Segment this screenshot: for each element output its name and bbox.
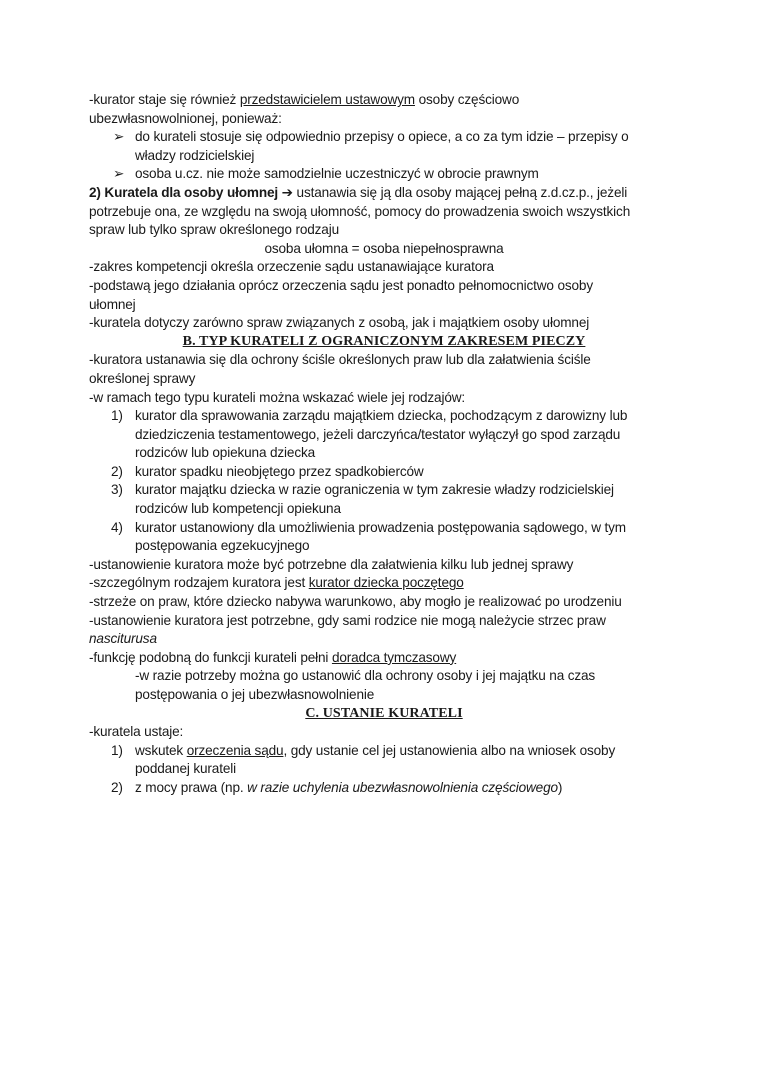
arrow-bullet-icon: ➢	[113, 166, 125, 182]
italic-term: w razie uchylenia ubezwłasnowolnienia częściowego	[247, 779, 558, 795]
numbered-item: 2) z mocy prawa (np. w razie uchylenia ubezwłasnowolnienia częściowego)	[111, 779, 563, 795]
numbered-item: 1) wskutek orzeczenia sądu, gdy ustanie cel jej ustanowienia albo na wniosek osoby poddanej kurateli	[111, 742, 616, 777]
intro-line-2: ubezwłasnowolnionej, ponieważ:	[89, 110, 282, 126]
equation-line: osoba ułomna = osoba niepełnosprawna	[264, 240, 504, 256]
numbered-item: 1) kurator dla sprawowania zarządu majątkiem dziecka, pochodzącym z darowizny lub dziedziczenia testamentowego, jeżeli darczyńca/testator wyłączył go spod zarządu rodziców lub opiekuna dziecka	[111, 408, 628, 461]
bullet-item: ➢ do kurateli stosuje się odpowiednio przepisy o opiece, a co za tym idzie – przepisy o władzy rodzicielskiej	[113, 129, 629, 163]
section-c-heading: C. USTANIE KURATELI	[305, 705, 463, 721]
italic-term: nasciturusa	[89, 631, 157, 647]
underlined-term: orzeczenia sądu	[186, 742, 284, 758]
underlined-term: kurator dziecka poczętego	[308, 575, 464, 591]
bullet-item: ➢ osoba u.cz. nie może samodzielnie uczestniczyć w obrocie prawnym	[89, 165, 679, 184]
numbered-item: 2) kurator spadku nieobjętego przez spadkobierców	[111, 463, 424, 479]
section-b-heading: B. TYP KURATELI Z OGRANICZONYM ZAKRESEM PIECZY	[182, 333, 586, 349]
section-2-title-line: 2) Kuratela dla osoby ułomnej ➔ ustanawia się ją dla osoby mającej pełną z.d.cz.p., jeżeli	[89, 184, 628, 200]
underlined-term: doradca tymczasowy	[331, 649, 457, 665]
right-arrow-icon: ➔	[281, 184, 293, 200]
underlined-term: przedstawicielem ustawowym	[239, 92, 415, 107]
arrow-bullet-icon: ➢	[113, 129, 125, 145]
section-2-title: 2) Kuratela dla osoby ułomnej	[89, 184, 282, 200]
numbered-item: 4) kurator ustanowiony dla umożliwienia prowadzenia postępowania sądowego, w tym postępowania egzekucyjnego	[111, 519, 626, 554]
document-page: -kurator staje się również przedstawicielem ustawowym osoby częściowo ubezwłasnowolnionej, ponieważ: ➢ do kurateli stosuje się odpowiednio przepisy o opiece, a co za tym idzie – przepisy o władzy rodzicielskiej ➢ osoba u.cz. nie może samodzielnie uczestniczyć w obrocie prawnym 2) Kuratela dla osoby ułomnej ➔ ustanawia się ją dla osoby mającej pełną z.d.cz.p., jeżeli potrzebuje ona, ze względu na swoją ułomność, pomocy do prowadzenia swoich wszystkich spraw lub tylko spraw określonego rodzaju osoba ułomna = osoba niepełnosprawna -zakres kompetencji określa orzeczenie sądu ustanawiające kuratora -podstawą jego działania oprócz orzeczenia sądu jest ponadto pełnomocnictwo osoby ułomnej -kuratela dotyczy zarówno spraw związanych z osobą, jak i majątkiem osoby ułomnej B. TYP KURATELI Z OGRANICZONYM ZAKRESEM PIECZY -kuratora ustanawia się dla ochrony ściśle określonych praw lub dla załatwienia ściśle określonej sprawy -w ramach tego typu kurateli można wskazać wiele jej rodzajów: 1) kurator dla sprawowania zarządu majątkiem dziecka, pochodzącym z darowizny lub dziedziczenia testamentowego, jeżeli darczyńca/testator wyłączył go spod zarządu rodziców lub opiekuna dziecka 2) kurator spadku nieobjętego przez spadkobierców 3) kurator majątku dziecka w razie ograniczenia w tym zakresie władzy rodzicielskiej rodziców lub kompetencji opiekuna 4) kurator ustanowiony dla umożliwienia prowadzenia postępowania sądowego, w tym postępowania egzekucyjnego -ustanowienie kuratora może być potrzebne dla załatwienia kilku lub jednej sprawy -szczególnym rodzajem kuratora jest kurator dziecka poczętego -strzeże on praw, które dziecko nabywa warunkowo, aby mogło je realizować po urodzeniu -ustanowienie kuratora jest potrzebne, gdy sami rodzice nie mogą należycie strzec praw nasciturusa -funkcję podobną do funkcji kurateli pełni doradca tymczasowy -w razie potrzeby można go ustanowić dla ochrony osoby i jej majątku na czas postępowania o jej ubezwłasnowolnienie C. USTANIE KURATELI -kuratela ustaje: 1) wskutek orzeczenia sądu, gdy ustanie cel jej ustanowienia albo na wniosek osoby poddanej kurateli 2) z mocy prawa (np. w razie uchylenia ubezwłasnowolnienia częściowego)	[89, 91, 679, 798]
intro-line-1: -kurator staje się również przedstawicielem ustawowym osoby częściowo	[89, 92, 520, 107]
numbered-item: 3) kurator majątku dziecka w razie ograniczenia w tym zakresie władzy rodzicielskiej rodziców lub kompetencji opiekuna	[111, 482, 614, 517]
